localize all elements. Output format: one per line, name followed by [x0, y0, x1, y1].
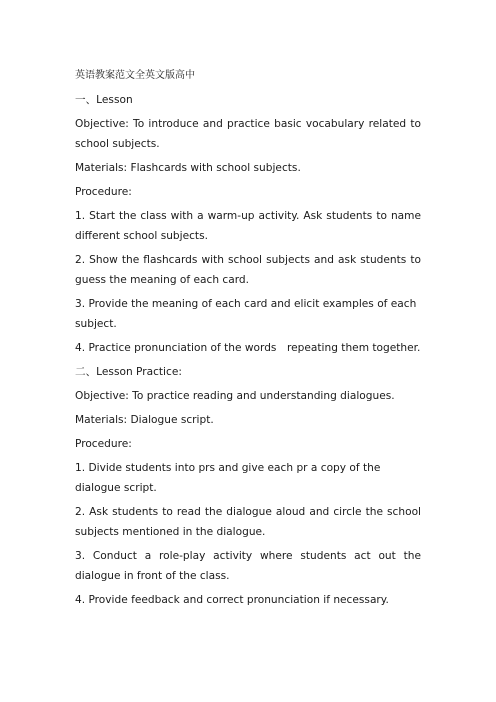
document-body	[75, 66, 421, 614]
document-title: 英语教案范文全英文版高中	[75, 70, 195, 81]
section2-heading: 二、Lesson Practice:	[75, 366, 182, 378]
section1-objective: Objective: To introduce and practice basic vocabulary related to school subjects.	[75, 118, 421, 150]
section1-procedure-label: Procedure:	[75, 186, 132, 198]
section1-step-2: 2. Show the flashcards with school subjects and ask students to guess the meaning of each card.	[75, 254, 421, 286]
section2-step-3: 3. Conduct a role-play activity where students act out the dialogue in front of the class.	[75, 550, 421, 582]
section1-heading: 一、Lesson	[75, 94, 133, 106]
section1-step-3: 3. Provide the meaning of each card and elicit examples of each subject.	[75, 298, 417, 330]
section2-step-2: 2. Ask students to read the dialogue aloud and circle the school subjects mentioned in the dialogue.	[75, 506, 421, 538]
section1-step-1: 1. Start the class with a warm-up activity. Ask students to name different school subjects.	[75, 210, 421, 242]
section2-procedure-label: Procedure:	[75, 438, 132, 450]
section2-materials: Materials: Dialogue script.	[75, 414, 214, 426]
section2-objective: Objective: To practice reading and understanding dialogues.	[75, 390, 395, 402]
section1-step-4: 4. Practice pronunciation of the words repeating them together.	[75, 342, 421, 354]
section2-step-4: 4. Provide feedback and correct pronunciation if necessary.	[75, 594, 389, 606]
section1-materials: Materials: Flashcards with school subjects.	[75, 162, 301, 174]
section2-step-1: 1. Divide students into prs and give each pr a copy of the dialogue script.	[75, 462, 381, 494]
